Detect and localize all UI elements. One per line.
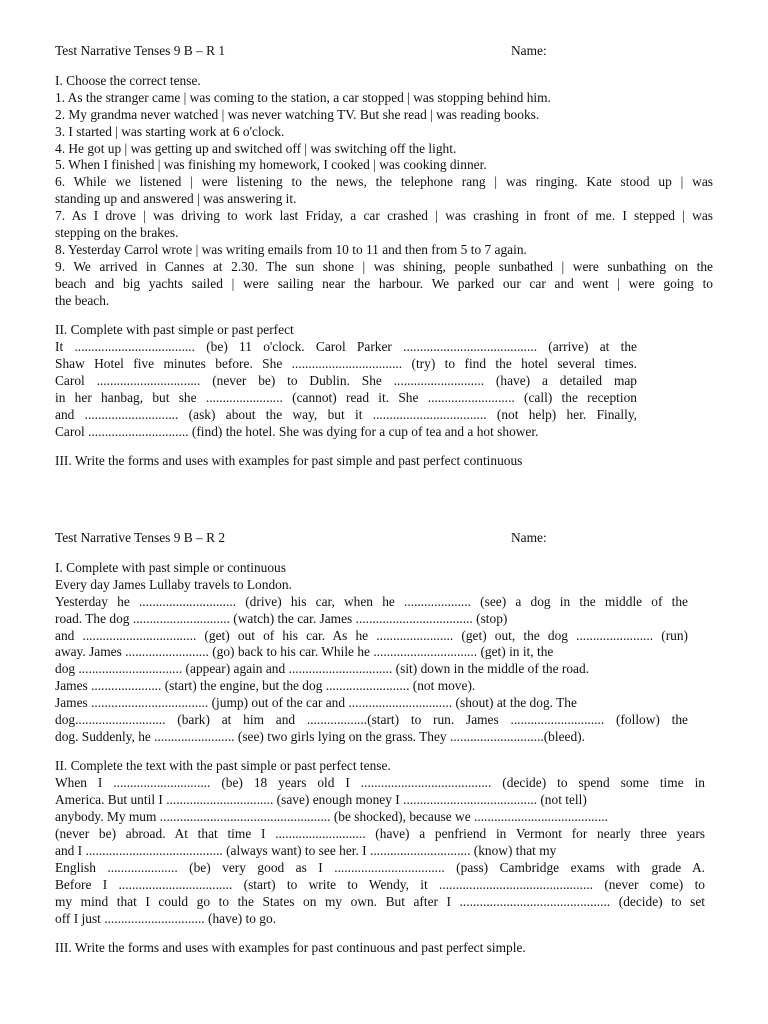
gap-fill-line: off I just .............................. (have) to go. — [55, 910, 277, 926]
gap-fill-line: in her hanbag, but she ....................... (cannot) read it. She .......................... (call) the reception — [55, 389, 637, 405]
test-header — [55, 528, 713, 548]
gap-fill-line: Shaw Hotel five minutes before. She ................................. (try) to find the hotel several times. — [55, 355, 637, 371]
test-r2 — [55, 528, 713, 957]
section-past-simple-perfect — [55, 322, 637, 440]
gap-fill-line: (never be) abroad. At that time I ........................... (have) a penfriend in Vermont for nearly three years — [55, 826, 705, 842]
section-simple-continuous — [55, 560, 688, 746]
gap-fill-line: dog ............................... (appear) again and ............................... (sit) down in the middle of the road. — [55, 661, 590, 677]
gap-fill-line: Yesterday he ............................. (drive) his car, when he .................... (see) a dog in the middle of the — [55, 593, 688, 609]
section-heading: III. Write the forms and uses with examples for past continuous and past perfect simple. — [55, 940, 526, 956]
name-label: Name: — [511, 43, 547, 58]
gap-fill-line: When I ............................. (be) 18 years old I ....................................... (decide) to spend some time in — [55, 775, 705, 791]
gap-fill-line: dog........................... (bark) at him and ..................(start) to run. James ............................ (follow) the — [55, 712, 688, 728]
gap-fill-line: Carol ............................... (never be) to Dublin. She ........................... (have) a detailed map — [55, 372, 637, 388]
exercise-line: 8. Yesterday Carrol wrote | was writing emails from 10 to 11 and then from 5 to 7 again. — [55, 241, 527, 257]
test-title: Test Narrative Tenses 9 B – R 1 — [55, 43, 226, 58]
exercise-line: standing up and answered | was answering it. — [55, 191, 297, 207]
exercise-line: the beach. — [55, 292, 110, 308]
gap-fill-line: James ................................... (jump) out of the car and ............................... (shout) at the dog. The — [55, 695, 577, 711]
test-r1 — [55, 41, 713, 470]
section-heading: II. Complete the text with the past simple or past perfect tense. — [55, 758, 391, 774]
exercise-line: 3. I started | was starting work at 6 o'clock. — [55, 123, 285, 139]
gap-fill-line: Carol .............................. (find) the hotel. She was dying for a cup of tea and a hot shower. — [55, 423, 539, 439]
exercise-line: 5. When I finished | was finishing my homework, I cooked | was cooking dinner. — [55, 157, 487, 173]
exercise-line: 4. He got up | was getting up and switched off | was switching off the light. — [55, 140, 457, 156]
exercise-line: 1. As the stranger came | was coming to the station, a car stopped | was stopping behind him. — [55, 89, 551, 105]
exercise-line: 9. We arrived in Cannes at 2.30. The sun shone | was shining, people sunbathed | were sunbathing on the — [55, 258, 713, 274]
section-heading: I. Choose the correct tense. — [55, 73, 201, 88]
name-label: Name: — [511, 530, 547, 545]
gap-fill-line: road. The dog ............................. (watch) the car. James ................................... (stop) — [55, 610, 508, 626]
gap-fill-line: Before I .................................. (start) to write to Wendy, it .............................................. (never come) to — [55, 876, 705, 892]
gap-fill-line: Every day James Lullaby travels to London. — [55, 576, 292, 592]
test-header — [55, 41, 713, 61]
section-heading: III. Write the forms and uses with examples for past simple and past perfect continuous — [55, 453, 523, 469]
exercise-line: 2. My grandma never watched | was never watching TV. But she read | was reading books. — [55, 106, 540, 122]
gap-fill-line: anybody. My mum ................................................... (be shocked), because we ........................................ — [55, 809, 608, 825]
gap-fill-line: dog. Suddenly, he ........................ (see) two girls lying on the grass. They ............................(bleed). — [55, 728, 585, 744]
section-heading: II. Complete with past simple or past perfect — [55, 322, 294, 338]
gap-fill-line: It .................................... (be) 11 o'clock. Carol Parker ........................................ (arrive) at the — [55, 339, 637, 355]
gap-fill-line: English ..................... (be) very good as I ................................. (pass) Cambridge exams with grade A. — [55, 859, 705, 875]
exercise-line: stepping on the brakes. — [55, 225, 179, 241]
section-forms-uses — [55, 940, 713, 957]
gap-fill-line: James ..................... (start) the engine, but the dog ......................... (not move). — [55, 678, 476, 694]
section-past-simple-perfect — [55, 758, 705, 927]
gap-fill-line: and ............................ (ask) about the way, but it .................................. (not help) her. Finally, — [55, 406, 637, 422]
section-choose-tense — [55, 73, 713, 309]
gap-fill-line: America. But until I ................................ (save) enough money I ........................................ (not tell) — [55, 792, 587, 808]
test-title: Test Narrative Tenses 9 B – R 2 — [55, 530, 226, 545]
gap-fill-line: my mind that I could go to the States on my own. But after I ............................................. (decide) to set — [55, 893, 705, 909]
gap-fill-line: away. James ......................... (go) back to his car. While he ............................... (get) in it, the — [55, 644, 554, 660]
exercise-line: 7. As I drove | was driving to work last Friday, a car crashed | was crashing in front of me. I stepped | was — [55, 208, 713, 224]
gap-fill-line: and I ......................................... (always want) to see her. I .............................. (know) that my — [55, 842, 557, 858]
exercise-line: beach and big yachts sailed | were sailing near the harbour. We parked our car and went | were going to — [55, 275, 713, 291]
exercise-line: 6. While we listened | were listening to the news, the telephone rang | was ringing. Kate stood up | was — [55, 174, 713, 190]
gap-fill-line: and .................................. (get) out of his car. As he ....................... (get) out, the dog ....................... (run) — [55, 627, 688, 643]
section-heading: I. Complete with past simple or continuous — [55, 560, 286, 575]
section-forms-uses — [55, 453, 713, 470]
